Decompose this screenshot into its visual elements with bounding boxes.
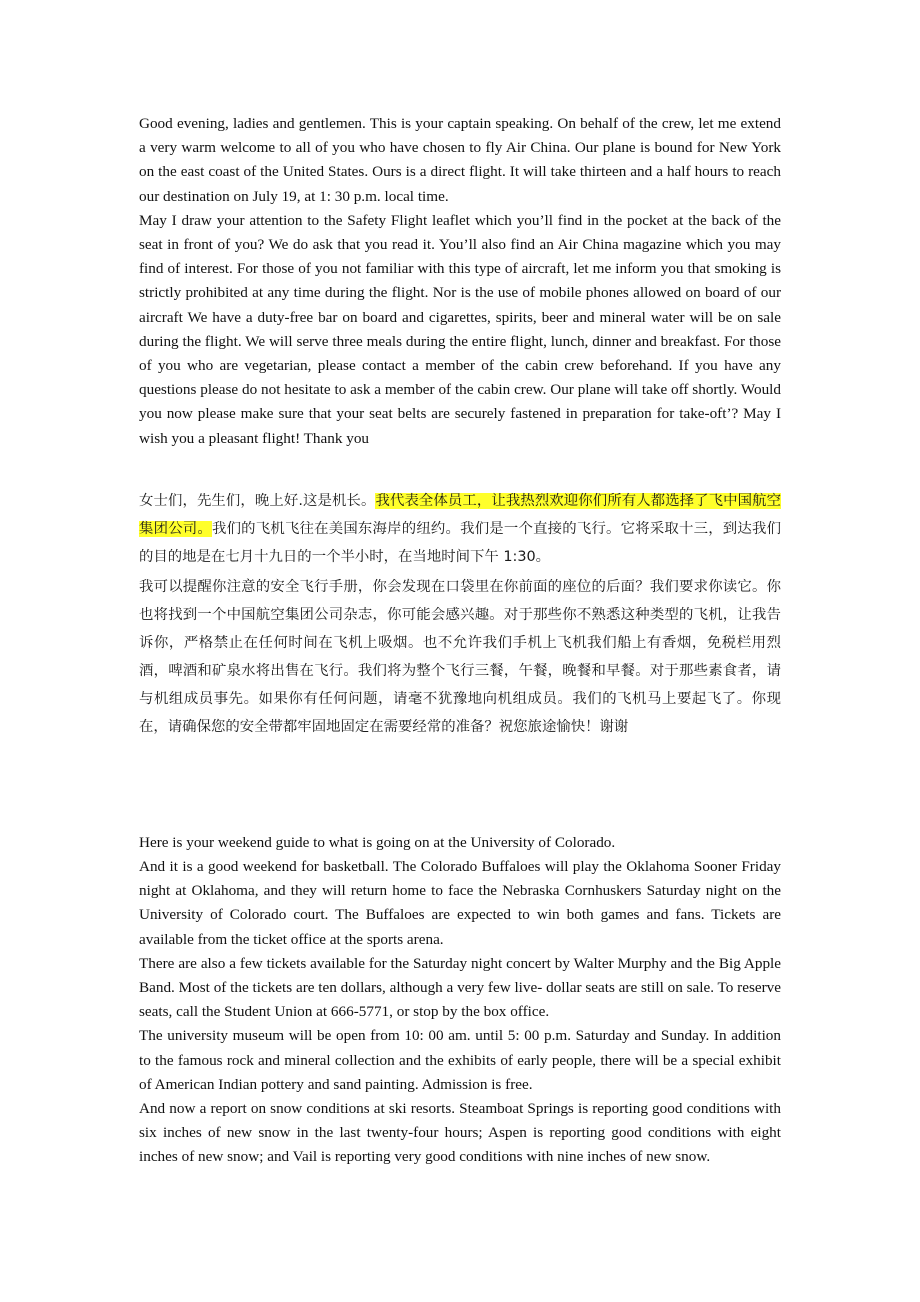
flight-announcement-english	[139, 112, 781, 451]
announcement-paragraph: May I draw your attention to the Safety Flight leaflet which you’ll find in the pocket at the back of the seat in front of you? We do ask that you read it. You’ll also find an Air China magazine which you may find of interest. For those of you not familiar with this type of aircraft, let me inform you that smoking is strictly prohibited at any time during the flight. Nor is the use of mobile phones allowed on board of our aircraft We have a duty-free bar on board and cigarettes, spirits, beer and mineral water will be on sale during the flight. We will serve three meals during the entire flight, lunch, dinner and breakfast. For those of you who are vegetarian, please contact a member of the cabin crew beforehand. If you have any questions please do not hesitate to ask a member of the cabin crew. Our plane will take off shortly. Would you now please make sure that your seat belts are securely fastened in preparation for take-oft’? May I wish you a pleasant flight! Thank you	[139, 211, 781, 447]
guide-paragraph: And now a report on snow conditions at ski resorts. Steamboat Springs is reporting good conditions with six inches of new snow in the last twenty-four hours; Aspen is reporting good conditions with eight inches of new snow; and Vail is reporting very good conditions with nine inches of new snow.	[139, 1100, 781, 1166]
chinese-paragraph	[139, 487, 781, 571]
weekend-guide-english	[139, 831, 781, 1170]
chinese-text: 我们的飞机飞往在美国东海岸的纽约。我们是一个直接的飞行。它将采取十三，到达我们的目的地是在七月十九日的一个半小时，在当地时间下午 1:30。	[139, 520, 781, 565]
guide-paragraph: The university museum will be open from 10: 00 am. until 5: 00 p.m. Saturday and Sunday. In addition to the famous rock and mineral collection and the exhibits of early people, there will be a special exhibit of American Indian pottery and sand painting. Admission is free.	[139, 1027, 781, 1093]
chinese-paragraph: 我可以提醒你注意的安全飞行手册，你会发现在口袋里在你前面的座位的后面？我们要求你读它。你也将找到一个中国航空集团公司杂志，你可能会感兴趣。对于那些你不熟悉这种类型的飞机，让我告诉你，严格禁止在任何时间在飞机上吸烟。也不允许我们手机上飞机我们船上有香烟，免税栏用烈酒，啤酒和矿泉水将出售在飞行。我们将为整个飞行三餐，午餐，晚餐和早餐。对于那些素食者，请与机组成员事先。如果你有任何问题，请毫不犹豫地向机组成员。我们的飞机马上要起飞了。你现在，请确保您的安全带都牢固地固定在需要经常的准备？祝您旅途愉快！谢谢	[139, 578, 781, 735]
highlighted-text: 我代表全体员工，让我热烈欢迎你们所有人都选择了飞中国航空集团公司。	[139, 492, 781, 537]
guide-paragraph: Here is your weekend guide to what is going on at the University of Colorado.	[139, 833, 616, 851]
flight-announcement-chinese	[139, 487, 781, 741]
chinese-text: 女士们，先生们，晚上好.这是机长。	[139, 492, 376, 509]
document-page	[139, 112, 781, 1170]
guide-paragraph: And it is a good weekend for basketball. The Colorado Buffaloes will play the Oklahoma Sooner Friday night at Oklahoma, and they will return home to face the Nebraska Cornhuskers Saturday night on the University of Colorado court. The Buffaloes are expected to win both games and fans. Tickets are available from the ticket office at the sports arena.	[139, 858, 781, 948]
guide-paragraph: There are also a few tickets available for the Saturday night concert by Walter Murphy and the Big Apple Band. Most of the tickets are ten dollars, although a very few live- dollar seats are still on sale. To reserve seats, call the Student Union at 666-5771, or stop by the box office.	[139, 954, 781, 1021]
announcement-paragraph: Good evening, ladies and gentlemen. This is your captain speaking. On behalf of the crew, let me extend a very warm welcome to all of you who have chosen to fly Air China. Our plane is bound for New York on the east coast of the United States. Ours is a direct flight. It will take thirteen and a half hours to reach our destination on July 19, at 1: 30 p.m. local time.	[139, 115, 781, 205]
